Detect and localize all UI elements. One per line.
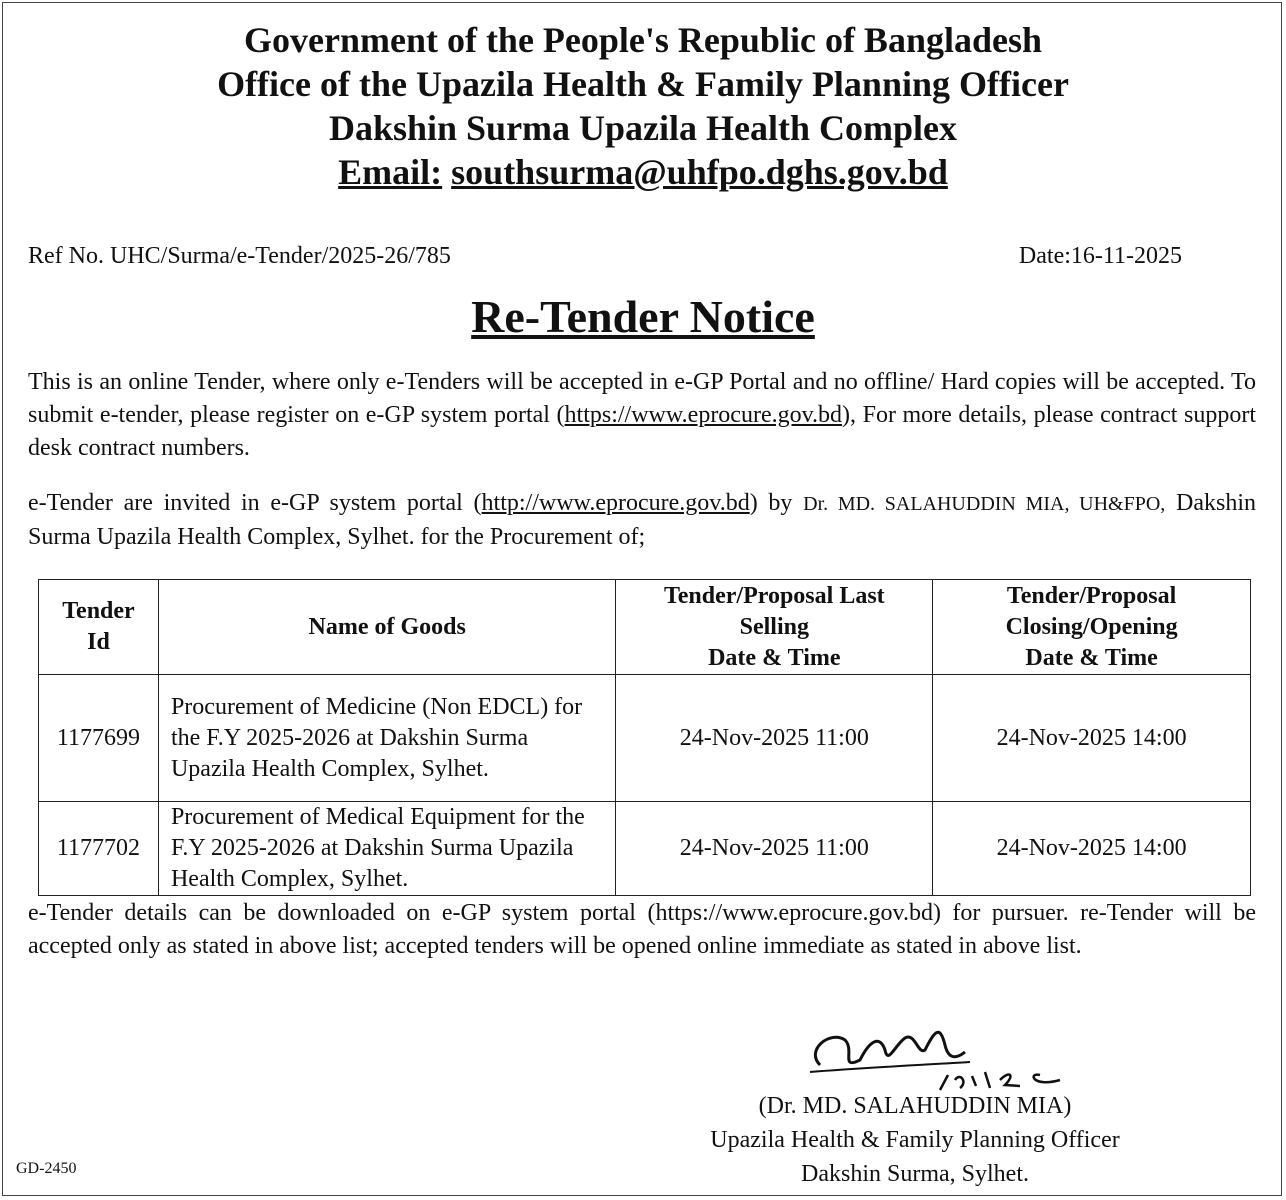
officer-name: Dr. MD. SALAHUDDIN MIA, UH&FPO, xyxy=(803,493,1166,515)
intro-text-end: ), For more details, please contract support desk contract numbers. xyxy=(28,402,1256,461)
header-tender-id: Tender Id xyxy=(39,580,159,675)
closing-date: 24-Nov-2025 14:00 xyxy=(933,675,1251,802)
header-selling-date: Tender/Proposal Last Selling Date & Time xyxy=(616,580,933,675)
signatory-name: (Dr. MD. SALAHUDDIN MIA) xyxy=(758,1093,1072,1119)
tender-table xyxy=(38,579,1251,896)
letterhead xyxy=(0,18,1286,194)
closing-date: 24-Nov-2025 14:00 xyxy=(933,802,1251,896)
invitation-by: ) by xyxy=(749,490,804,516)
signatory-location: Dakshin Surma, Sylhet. xyxy=(801,1161,1029,1187)
email-line xyxy=(0,150,1286,194)
gd-code: GD-2450 xyxy=(16,1160,77,1177)
invitation-paragraph xyxy=(28,487,1256,554)
tender-id: 1177702 xyxy=(39,802,159,896)
goods-name: Procurement of Medicine (Non EDCL) for the F.Y 2025-2026 at Dakshin Surma Upazila Health Complex, Sylhet. xyxy=(158,675,615,802)
intro-text: This is an online Tender, where only e-Tenders will be accepted in e-GP Portal and no offline/ Hard copies will be accepted. To submit e-tender, please register on e-GP system portal ( xyxy=(28,369,1256,428)
header-goods: Name of Goods xyxy=(158,580,615,675)
header-closing-date: Tender/Proposal Closing/Opening Date & Time xyxy=(933,580,1251,675)
signature-image xyxy=(800,1010,1100,1095)
table-header-row xyxy=(39,580,1251,675)
eprocure-link[interactable]: https://www.eprocure.gov.bd xyxy=(564,402,843,428)
govt-title: Government of the People's Republic of Bangladesh xyxy=(244,20,1042,60)
table-row xyxy=(39,802,1251,896)
invitation-text-end: Dakshin Surma Upazila Health Complex, Sylhet. for the Procurement of; xyxy=(28,490,1256,550)
email-label: Email: xyxy=(338,152,443,192)
intro-paragraph xyxy=(28,366,1256,465)
goods-name: Procurement of Medical Equipment for the F.Y 2025-2026 at Dakshin Surma Upazila Health Complex, Sylhet. xyxy=(158,802,615,896)
signatory-designation: Upazila Health & Family Planning Officer xyxy=(710,1127,1120,1153)
selling-date: 24-Nov-2025 11:00 xyxy=(616,802,933,896)
complex-title: Dakshin Surma Upazila Health Complex xyxy=(328,108,958,148)
notice-date: Date:16-11-2025 xyxy=(1018,243,1182,269)
tender-id: 1177699 xyxy=(39,675,159,802)
eprocure-http-link[interactable]: http://www.eprocure.gov.bd xyxy=(481,490,750,516)
email-address[interactable]: southsurma@uhfpo.dghs.gov.bd xyxy=(451,152,948,192)
office-title: Office of the Upazila Health & Family Planning Officer xyxy=(217,64,1069,104)
notice-title: Re-Tender Notice xyxy=(471,291,815,342)
signature-block xyxy=(600,1089,1230,1191)
selling-date: 24-Nov-2025 11:00 xyxy=(616,675,933,802)
table-row xyxy=(39,675,1251,802)
closing-paragraph: e-Tender details can be downloaded on e-GP system portal (https://www.eprocure.gov.bd) for pursuer. re-Tender will be accepted only as stated in above list; accepted tenders will be opened online immediate as stated in above list. xyxy=(28,900,1256,959)
invitation-text: e-Tender are invited in e-GP system portal ( xyxy=(28,490,482,516)
reference-number: Ref No. UHC/Surma/e-Tender/2025-26/785 xyxy=(28,243,451,269)
